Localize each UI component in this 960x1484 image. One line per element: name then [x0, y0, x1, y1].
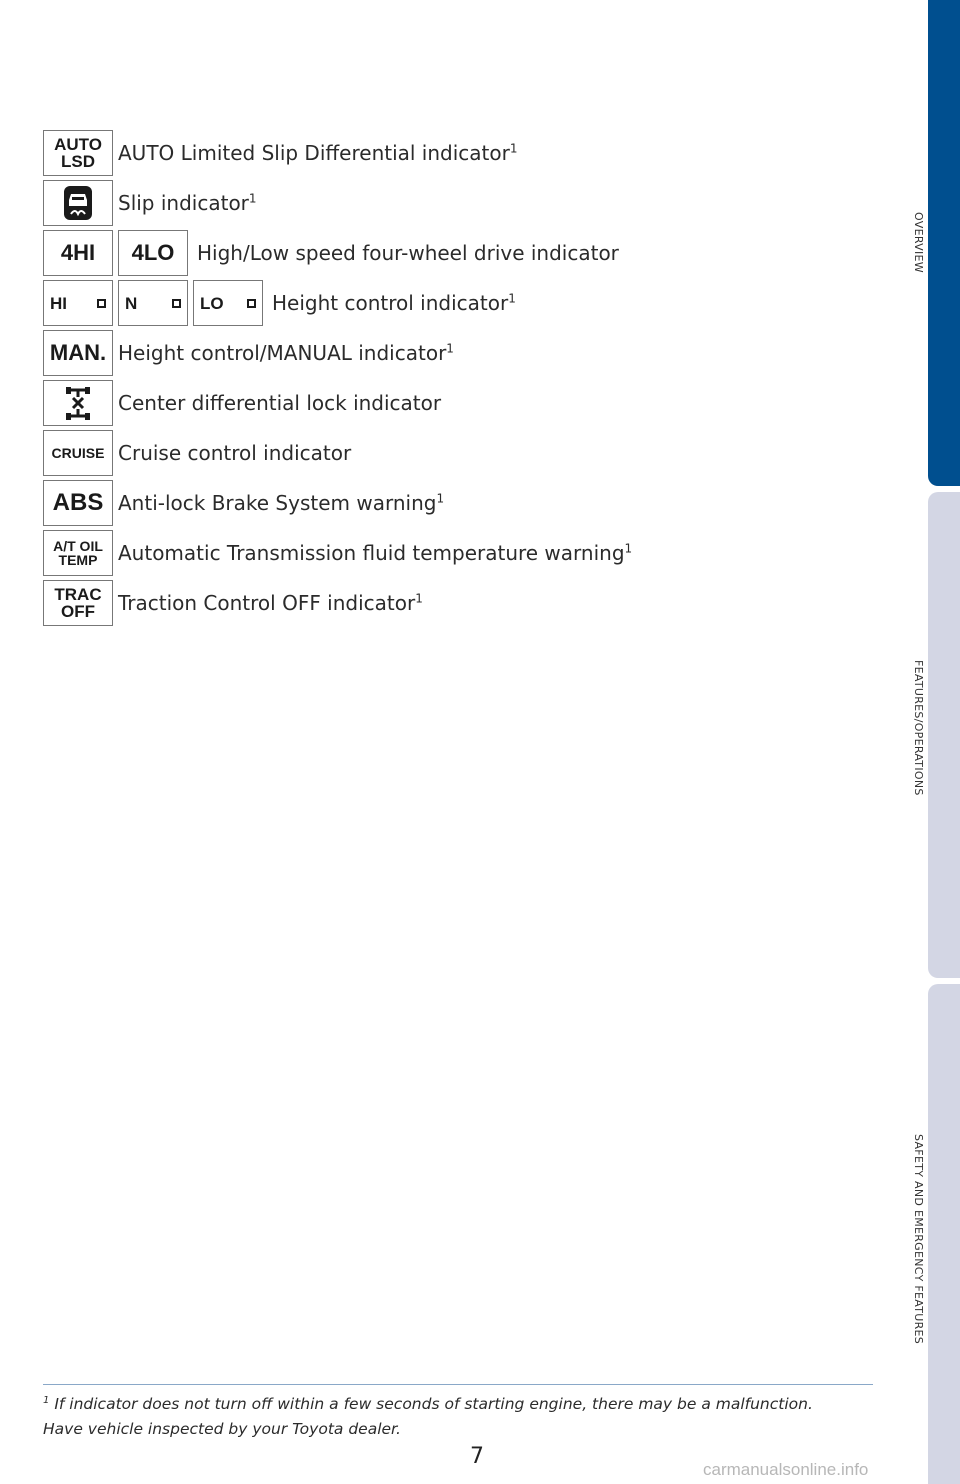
label-text: AUTO Limited Slip Differential indicator — [118, 141, 510, 165]
square-icon — [172, 299, 181, 308]
indicator-row-slip — [43, 180, 257, 226]
indicator-label — [118, 141, 518, 165]
height-lo-icon — [193, 280, 263, 326]
label-text: Cruise control indicator — [118, 441, 352, 465]
icon-text-line: LSD — [61, 152, 95, 171]
label-text: Automatic Transmission fluid temperature warning — [118, 541, 625, 565]
footnote-marker: 1 — [624, 541, 633, 556]
indicator-row-manual — [43, 330, 454, 376]
indicator-label — [118, 541, 632, 565]
cruise-icon — [43, 430, 113, 476]
footnote-marker: 1 — [248, 191, 257, 206]
height-hi-icon — [43, 280, 113, 326]
indicator-label — [118, 441, 351, 465]
indicator-label — [118, 191, 257, 215]
label-text: Height control/MANUAL indicator — [118, 341, 447, 365]
4hi-icon — [43, 230, 113, 276]
indicator-row-4wd — [43, 230, 619, 276]
footnote-text: If indicator does not turn off within a few seconds of starting engine, there may be a malfunction. Have vehicle inspected by your Toyota dealer. — [43, 1395, 813, 1439]
icon-text: LO — [200, 293, 224, 313]
indicator-label — [197, 241, 619, 265]
height-n-icon — [118, 280, 188, 326]
label-text: Height control indicator — [272, 291, 509, 315]
side-tab-safety[interactable]: SAFETY AND EMERGENCY FEATURES — [912, 1134, 925, 1345]
label-text: Traction Control OFF indicator — [118, 591, 416, 615]
indicator-row-abs — [43, 480, 444, 526]
footnote-marker: 1 — [415, 591, 423, 606]
icon-text-line: OFF — [61, 602, 95, 621]
watermark: carmanualsonline.info — [703, 1460, 869, 1479]
at-oil-temp-icon — [43, 530, 113, 576]
square-icon — [247, 299, 256, 308]
side-tab-overview-bar[interactable] — [928, 0, 960, 486]
indicator-label — [272, 291, 516, 315]
side-tab-overview[interactable]: OVERVIEW — [912, 212, 925, 273]
trac-off-icon — [43, 580, 113, 626]
indicator-row-cruise — [43, 430, 351, 476]
auto-lsd-icon — [43, 130, 113, 176]
side-tab-features[interactable]: FEATURES/OPERATIONS — [912, 660, 925, 796]
square-icon — [97, 299, 106, 308]
side-tab-features-bar[interactable] — [928, 492, 960, 978]
icon-text-line: A/T OIL — [53, 538, 103, 554]
footnote-divider — [43, 1384, 873, 1385]
indicator-label — [118, 591, 423, 615]
footnote-marker: 1 — [436, 491, 445, 506]
manual-icon — [43, 330, 113, 376]
side-tab-safety-bar[interactable] — [928, 984, 960, 1484]
indicator-row-center-diff — [43, 380, 441, 426]
center-diff-lock-icon — [43, 380, 113, 426]
icon-text-line: TEMP — [58, 552, 98, 568]
abs-icon — [43, 480, 113, 526]
footnote-mark: 1 — [43, 1395, 50, 1406]
indicator-label — [118, 391, 441, 415]
indicator-label — [118, 341, 454, 365]
4lo-icon — [118, 230, 188, 276]
label-text: Anti-lock Brake System warning — [118, 491, 437, 515]
indicator-row-auto-lsd — [43, 130, 518, 176]
icon-text: CRUISE — [51, 445, 105, 461]
footnote — [43, 1388, 823, 1442]
label-text: Center differential lock indicator — [118, 391, 442, 415]
indicator-row-at-oil-temp — [43, 530, 632, 576]
icon-text: HI — [50, 293, 67, 313]
indicator-row-trac-off — [43, 580, 423, 626]
icon-text: 4HI — [60, 240, 96, 265]
icon-text: MAN. — [49, 340, 107, 365]
footnote-marker: 1 — [509, 141, 518, 156]
footnote-marker: 1 — [446, 341, 454, 356]
slip-icon — [43, 180, 113, 226]
page-number: 7 — [470, 1444, 484, 1469]
icon-text-line: TRAC — [54, 585, 102, 604]
label-text: Slip indicator — [118, 191, 249, 215]
footnote-marker: 1 — [508, 291, 516, 306]
label-text: High/Low speed four-wheel drive indicator — [197, 241, 619, 265]
icon-text: ABS — [52, 489, 104, 516]
indicator-label — [118, 491, 444, 515]
icon-text-line: AUTO — [54, 135, 102, 154]
icon-text: 4LO — [131, 240, 175, 265]
indicator-row-height-control — [43, 280, 516, 326]
icon-text: N — [125, 293, 138, 313]
